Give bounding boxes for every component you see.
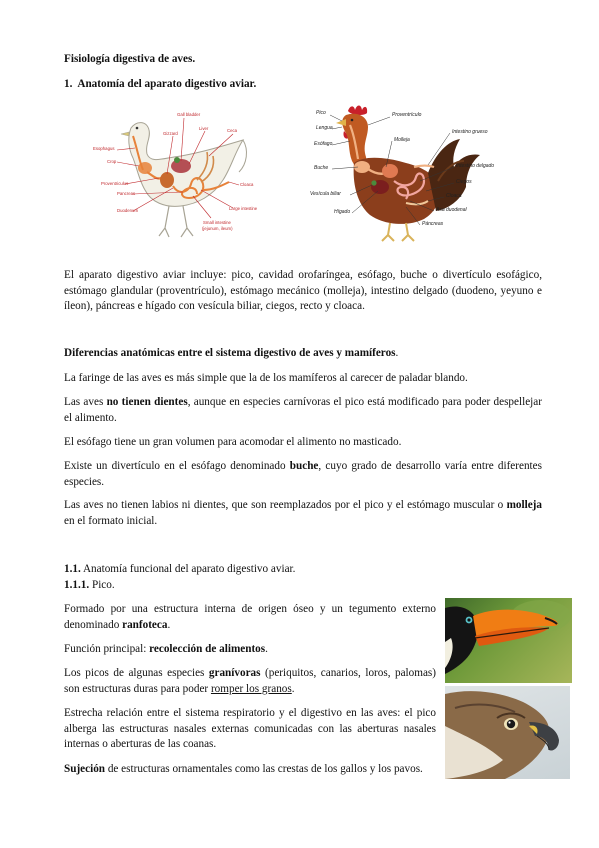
- diagram-label: Large intestine: [229, 206, 258, 211]
- diagram-label: Crop: [107, 159, 117, 164]
- text-span: de estructuras ornamentales como las crestas de los gallos y los pavos.: [105, 763, 423, 775]
- diagram-label: Intestino delgado: [456, 163, 495, 169]
- diagram-label: Hígado: [334, 209, 351, 215]
- diagram-label: Ciegos: [456, 179, 472, 185]
- differences-paragraph-2: [64, 395, 542, 426]
- emphasis-text: recolección de alimentos: [149, 643, 266, 655]
- diagram-label: Buche: [314, 165, 329, 171]
- diagram-label: Gall bladder: [177, 112, 201, 117]
- subsubsection-heading: [64, 578, 542, 594]
- emphasis-text: molleja: [506, 499, 542, 511]
- diagram-label: Small intestine: [203, 220, 231, 225]
- diagram-label: Pancreas: [117, 191, 136, 196]
- intro-paragraph: El aparato digestivo aviar incluye: pico, cavidad orofaríngea, esófago, buche o divertículo esofágico, estómago glandular (proventrículo), estómago mecánico (molleja), intestino delgado (duodeno, yeyuno e íleon), páncreas e hígado con vesícula biliar, ciegos, recto y cloaca.: [64, 269, 542, 312]
- diagram-label: Asa duodenal: [436, 207, 467, 213]
- diagram-label: Vesícula biliar: [310, 191, 341, 197]
- subsection-number: 1.1.: [64, 563, 81, 575]
- diagram-label: Páncreas: [422, 221, 444, 227]
- text-span: .: [265, 643, 268, 655]
- hawk-photo: [445, 686, 570, 779]
- document-title: Fisiología digestiva de aves.: [64, 53, 196, 65]
- rooster-diagram-svg: [310, 101, 510, 243]
- subsection-title: Anatomía funcional del aparato digestivo aviar.: [80, 563, 296, 575]
- text-span: Las aves no tienen labios ni dientes, que son reemplazados por el pico y el estómago muscular o: [64, 499, 507, 511]
- beak-paragraph-2: [64, 642, 436, 658]
- text-span: .: [291, 682, 295, 695]
- text-span: Función principal:: [64, 643, 150, 655]
- beak-paragraph-5: [64, 762, 436, 778]
- differences-title-period: .: [395, 347, 399, 359]
- diagram-label: Gizzard: [163, 131, 178, 136]
- differences-paragraph-1: La faringe de las aves es más simple que la de los mamíferos al carecer de paladar blando.: [64, 372, 468, 384]
- diagram-label: Liver: [199, 126, 209, 131]
- text-span: .: [167, 618, 171, 631]
- text-span: Existe un divertículo en el esófago denominado: [64, 460, 290, 472]
- subsubsection-title: Pico.: [89, 579, 115, 591]
- toucan-illustration: [445, 598, 572, 683]
- differences-paragraph-4: [64, 459, 542, 490]
- differences-paragraph-5: [64, 498, 542, 529]
- diagram-label: Proventrículo: [392, 112, 422, 118]
- diagram-label: Proventriculus: [101, 181, 129, 186]
- text-span: en el formato inicial.: [64, 514, 158, 527]
- diagram-label: Lengua: [316, 125, 333, 131]
- diagram-label: Molleja: [394, 137, 410, 143]
- text-span: , aunque en especies carnívoras el pico está modificado para poder despellejar el alimento.: [64, 396, 542, 424]
- diagram-label: Cloaca: [446, 193, 462, 199]
- hawk-illustration: [445, 686, 570, 779]
- beak-paragraph-4: Estrecha relación entre el sistema respiratorio y el digestivo en las aves: el pico alberga las estructuras nasales externas comunicadas con las aberturas nasales internas o aberturas de las coanas.: [64, 707, 436, 750]
- emphasis-text: no tienen dientes: [106, 396, 188, 408]
- diagram-label: Intestino grueso: [452, 129, 488, 135]
- text-span: Las aves: [64, 396, 107, 408]
- subsection-heading: [64, 562, 542, 578]
- section-1-heading: [64, 77, 542, 93]
- diagram-label: Cloaca: [240, 182, 254, 187]
- diagram-label: Pico: [316, 110, 326, 116]
- beak-paragraph-3: [64, 666, 436, 697]
- digestive-diagram-svg: [93, 106, 270, 248]
- text-span: , cuyo grado de desarrollo varía entre diferentes especies.: [64, 460, 542, 488]
- section-1-number: 1.: [64, 78, 73, 90]
- subsubsection-number: 1.1.1.: [64, 579, 90, 591]
- emphasis-text: Sujeción: [64, 763, 106, 775]
- differences-heading: [64, 346, 542, 362]
- differences-paragraph-3: El esófago tiene un gran volumen para acomodar el alimento no masticado.: [64, 436, 402, 448]
- emphasis-text: granívoras: [208, 667, 261, 679]
- diagram-label: Esófago: [314, 141, 333, 147]
- section-1-title: Anatomía del aparato digestivo aviar.: [77, 78, 257, 90]
- text-span: Los picos de algunas especies: [64, 667, 209, 679]
- diagram-label: Ceca: [227, 128, 238, 133]
- digestive-diagram-spanish: [310, 101, 510, 243]
- underlined-text: romper los granos: [210, 682, 292, 695]
- toucan-photo: [445, 598, 572, 683]
- digestive-diagram-english: [93, 106, 270, 248]
- beak-paragraph-1: [64, 602, 436, 633]
- text-span: (periquitos, canarios, loros, palomas) son estructuras duras para poder: [64, 667, 437, 695]
- diagram-label: (jejunum, ileum): [202, 226, 233, 231]
- diagram-label: Duodenum: [117, 208, 139, 213]
- emphasis-text: buche: [289, 460, 319, 472]
- text-span: Formado por una estructura interna de origen óseo y un tegumento externo denominado: [64, 603, 436, 631]
- emphasis-text: ranfoteca: [122, 618, 168, 631]
- diagram-label: Esophagus: [93, 146, 115, 151]
- differences-title: Diferencias anatómicas entre el sistema digestivo de aves y mamíferos: [64, 347, 396, 359]
